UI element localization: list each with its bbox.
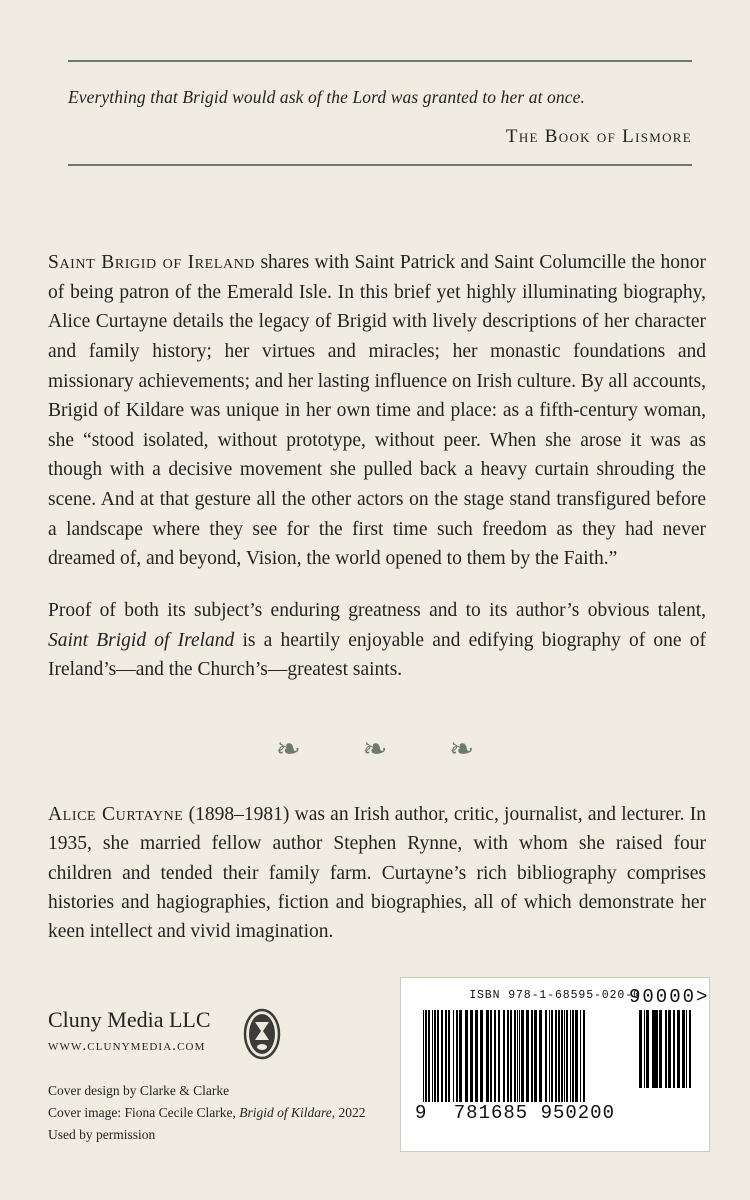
barcode-bars-addon (639, 1010, 691, 1088)
blurb-book-title: Saint Brigid of Ireland (48, 629, 235, 651)
epigraph-block (68, 60, 692, 166)
epigraph-top-rule (68, 60, 692, 62)
publisher-logo-icon (241, 1008, 283, 1060)
barcode-block (400, 977, 710, 1152)
ean-left-digit: 9 (415, 1102, 428, 1124)
credit-line-1: Cover design by Clarke & Clarke (48, 1083, 230, 1098)
ean-right-digits: 781685 950200 (453, 1102, 615, 1124)
author-bio-paragraph (48, 800, 706, 946)
publisher-url[interactable]: www.clunymedia.com (48, 1038, 206, 1055)
blurb-block (48, 248, 706, 685)
isbn-text: ISBN 978-1-68595-020-0 (469, 989, 641, 1002)
author-bio-text: (1898–1981) was an Irish author, critic, journalist, and lecturer. In 1935, she married fellow author Stephen Rynne, with whom she raised four children and tended their family farm. Curtayne’s rich bibliography comprises histories and hagiographies, fiction and biographies, all of which demonstrate her keen intellect and vivid imagination. (48, 804, 706, 942)
blurb-paragraph-2 (48, 596, 706, 685)
credit-artwork-title: Brigid of Kildare (239, 1104, 332, 1120)
epigraph-bottom-rule (68, 164, 692, 166)
blurb-paragraph-2-part2: is a heartily enjoyable and edifying biography of one of Ireland’s—and the Church’s—greatest saints. (48, 629, 706, 681)
barcode-bars-main (423, 1010, 613, 1102)
credit-line-2: Cover image: Fiona Cecile Clarke, Brigid of Kildare, 2022 (48, 1104, 366, 1120)
blurb-lead-in: Saint Brigid of Ireland (48, 252, 256, 273)
credit-line-3: Used by permission (48, 1126, 156, 1142)
author-bio-block (48, 800, 706, 946)
cover-credits (48, 1080, 378, 1146)
ornament-divider: ❧ ❧ ❧ (275, 732, 501, 767)
author-name: Alice Curtayne (48, 804, 184, 825)
blurb-paragraph-1 (48, 248, 706, 574)
publisher-name: Cluny Media LLC (48, 1007, 211, 1032)
epigraph-source: The Book of Lismore (505, 126, 692, 148)
blurb-paragraph-1-text: shares with Saint Patrick and Saint Columcille the honor of being patron of the Emerald Isle. In this brief yet highly illuminating biography, Alice Curtayne details the legacy of Brigid with lively descriptions of her character and family history; her virtues and miracles; her monastic foundations and missionary achievements; and her lasting influence on Irish culture. By all accounts, Brigid of Kildare was unique in her own time and place: as a fifth-century woman, she “stood isolated, without prototype, without peer. When she arose it was as though with a decisive movement she pulled back a heavy curtain shrouding the scene. And at that gesture all the other actors on the stage stand transfigured before a landscape where they see for the first time such freedom as they had never dreamed of, and beyond, Vision, the world opened to them by the Faith.” (48, 252, 706, 570)
barcode-ean-digits (409, 1102, 621, 1124)
publisher-block (48, 1008, 348, 1055)
barcode-addon-digits: 90000> (629, 986, 710, 1008)
epigraph-quote: Everything that Brigid would ask of the Lord was granted to her at once. (68, 87, 585, 107)
blurb-paragraph-2-part1: Proof of both its subject’s enduring greatness and to its author’s obvious talent, (48, 599, 706, 621)
